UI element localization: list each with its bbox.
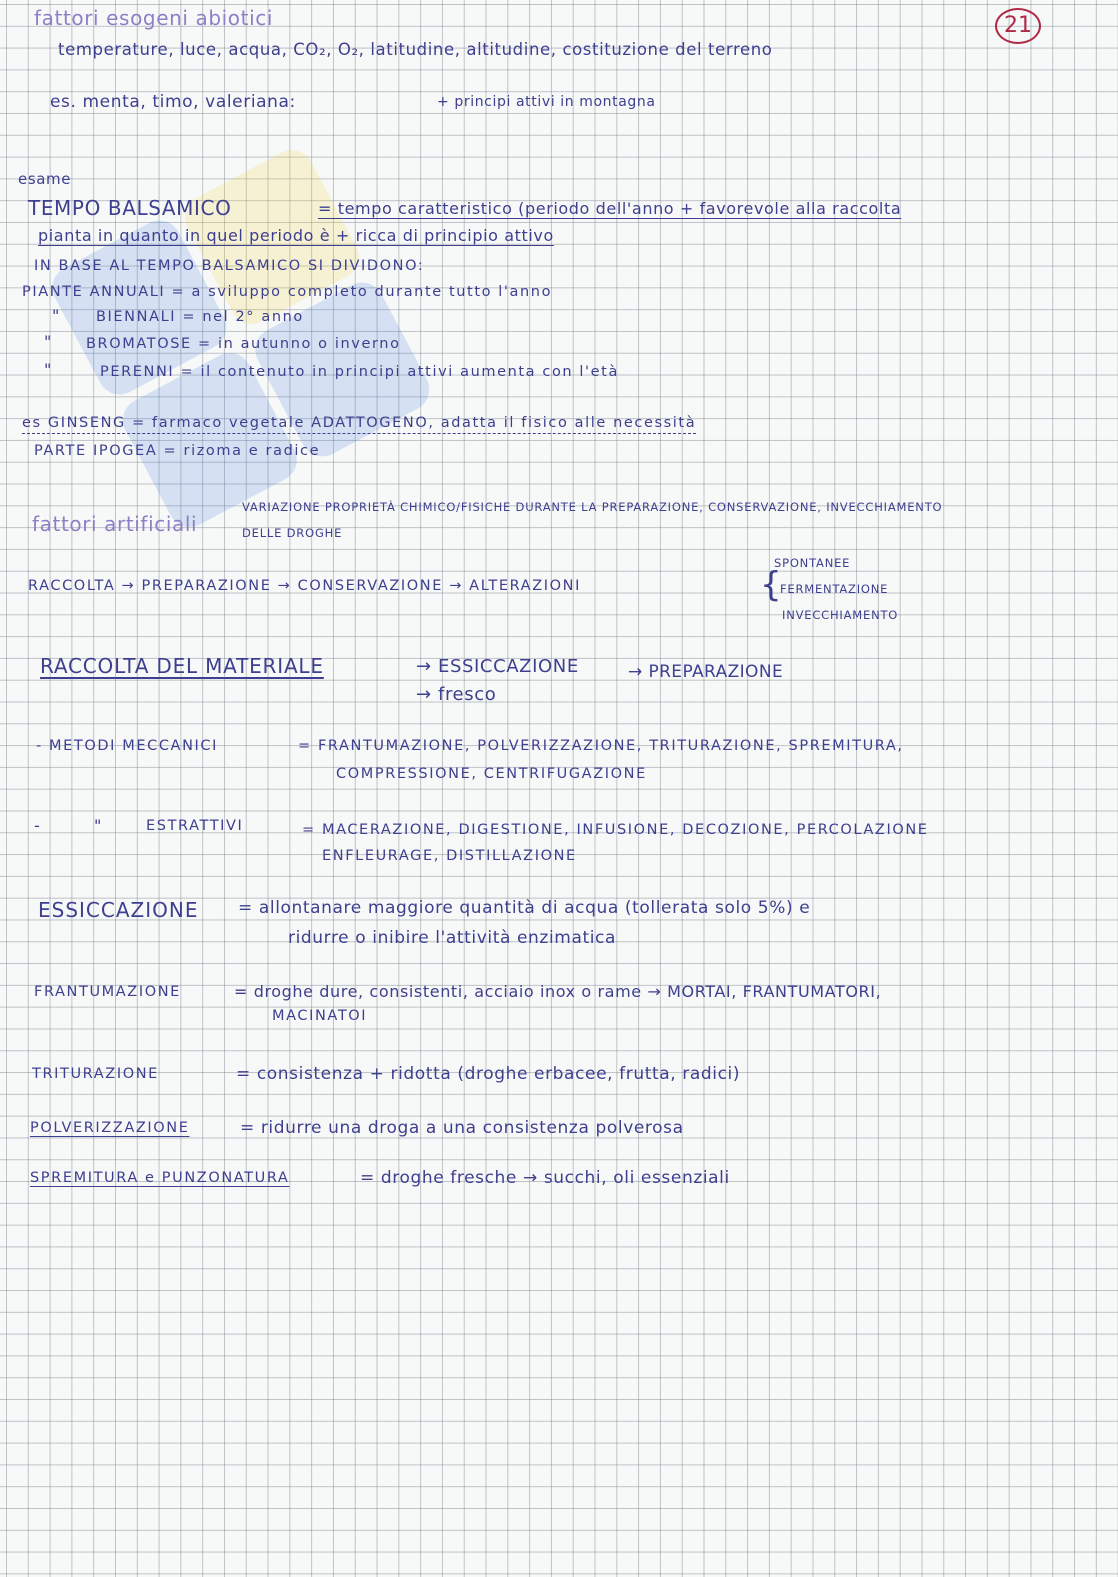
term-trituration: TRITURAZIONE <box>32 1066 159 1082</box>
dash-mark: - <box>34 816 40 835</box>
mechanical-methods-list: = FRANTUMAZIONE, POLVERIZZAZIONE, TRITURAZIONE, SPREMITURA, <box>298 738 904 754</box>
crushing-definition-cont: MACINATOI <box>272 1008 368 1024</box>
ditto-mark: " <box>44 360 52 379</box>
example-herbs: es. menta, timo, valeriana: <box>50 92 296 112</box>
heading-tempo-balsamico: TEMPO BALSAMICO <box>28 196 232 220</box>
ditto-mark: " <box>94 816 102 835</box>
of-drugs-note: DELLE DROGHE <box>242 526 343 540</box>
trituration-definition: = consistenza + ridotta (droghe erbacee, frutta, radici) <box>236 1064 741 1084</box>
ginseng-example: es GINSENG = farmaco vegetale ADATTOGENO, adatta il fisico alle necessità <box>22 415 696 434</box>
extractive-methods-list: = MACERAZIONE, DIGESTIONE, INFUSIONE, DECOZIONE, PERCOLAZIONE <box>302 822 929 838</box>
collection-preparation: → PREPARAZIONE <box>628 662 784 682</box>
tempo-balsamico-definition-cont: pianta in quanto in quel periodo è + ricca di principio attivo <box>38 226 554 245</box>
extractive-methods: ESTRATTIVI <box>146 818 244 834</box>
tempo-balsamico-definition: = tempo caratteristico (periodo dell'anno + favorevole alla raccolta <box>318 199 902 218</box>
alteration-spontaneous: SPONTANEE <box>774 556 851 570</box>
term-pressing: SPREMITURA e PUNZONATURA <box>30 1170 290 1186</box>
drying-definition: = allontanare maggiore quantità di acqua (tollerata solo 5%) e <box>238 898 811 918</box>
term-drying: ESSICCAZIONE <box>38 898 199 922</box>
alteration-aging: INVECCHIAMENTO <box>782 608 899 622</box>
plant-bromatose: BROMATOSE = in autunno o inverno <box>86 336 401 352</box>
mechanical-methods: - METODI MECCANICI <box>36 738 218 754</box>
heading-artificial-factors: fattori artificiali <box>32 512 198 536</box>
collection-fresh: → fresco <box>416 684 497 705</box>
heading-abiotic-factors: fattori esogeni abiotici <box>34 6 273 30</box>
crushing-definition: = droghe dure, consistenti, acciaio inox o rame → MORTAI, FRANTUMATORI, <box>234 982 882 1001</box>
drying-definition-cont: ridurre o inibire l'attività enzimatica <box>288 928 617 948</box>
active-principles-mountain: + principi attivi in montagna <box>437 94 656 110</box>
ditto-mark: " <box>52 306 60 325</box>
extractive-methods-list-cont: ENFLEURAGE, DISTILLAZIONE <box>322 848 577 864</box>
exam-note: esame <box>18 170 72 188</box>
classification-intro: IN BASE AL TEMPO BALSAMICO SI DIVIDONO: <box>34 258 425 274</box>
hypogeal-part: PARTE IPOGEA = rizoma e radice <box>34 443 321 459</box>
brace-mark: { <box>760 565 782 605</box>
heading-material-collection: RACCOLTA DEL MATERIALE <box>40 654 324 678</box>
plant-perennial: PERENNI = il contenuto in principi attivi aumenta con l'età <box>100 364 619 380</box>
term-pulverization: POLVERIZZAZIONE <box>30 1120 190 1136</box>
plant-annual: PIANTE ANNUALI = a sviluppo completo durante tutto l'anno <box>22 284 553 300</box>
mechanical-methods-list-cont: COMPRESSIONE, CENTRIFUGAZIONE <box>336 766 647 782</box>
pulverization-definition: = ridurre una droga a una consistenza polverosa <box>240 1118 684 1138</box>
term-crushing: FRANTUMAZIONE <box>34 984 181 1000</box>
property-variation-note: VARIAZIONE PROPRIETÀ CHIMICO/FISICHE DURANTE LA PREPARAZIONE, CONSERVAZIONE, INVECCHIAMENTO <box>242 500 943 514</box>
abiotic-factors-list: temperature, luce, acqua, CO₂, O₂, latitudine, altitudine, costituzione del terreno <box>58 40 773 59</box>
ditto-mark: " <box>44 332 52 351</box>
plant-biennial: BIENNALI = nel 2° anno <box>96 309 304 325</box>
pressing-definition: = droghe fresche → succhi, oli essenziali <box>360 1168 730 1188</box>
alteration-fermentation: FERMENTAZIONE <box>780 582 889 596</box>
process-chain: RACCOLTA → PREPARAZIONE → CONSERVAZIONE → ALTERAZIONI <box>28 578 581 594</box>
collection-drying: → ESSICCAZIONE <box>416 656 579 677</box>
page-number: 21 <box>995 8 1041 44</box>
